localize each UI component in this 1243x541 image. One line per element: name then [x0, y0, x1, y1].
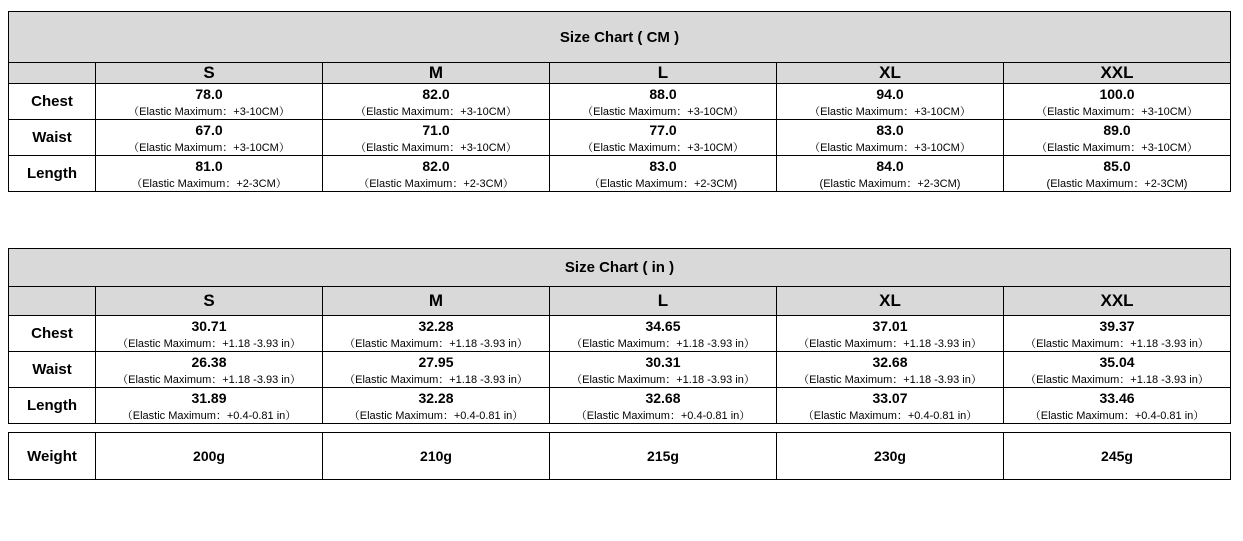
row-spacer	[9, 424, 1231, 433]
size-header-l: L	[550, 287, 777, 316]
elastic-note: （Elastic Maximum：+3-10CM）	[1004, 103, 1231, 120]
elastic-note: （Elastic Maximum：+3-10CM）	[96, 139, 323, 156]
row-label-waist: Waist	[9, 352, 96, 388]
value-cell: 100.0	[1004, 84, 1231, 104]
elastic-note: （Elastic Maximum：+1.18 -3.93 in）	[96, 335, 323, 352]
weight-cell: 245g	[1004, 433, 1231, 480]
size-header-xl: XL	[777, 287, 1004, 316]
elastic-note: （Elastic Maximum：+1.18 -3.93 in）	[96, 371, 323, 388]
elastic-note: (Elastic Maximum：+2-3CM)	[1004, 175, 1231, 192]
value-cell: 30.31	[550, 352, 777, 372]
value-cell: 39.37	[1004, 316, 1231, 336]
size-header-l: L	[550, 63, 777, 84]
value-cell: 77.0	[550, 120, 777, 140]
header-blank	[9, 63, 96, 84]
elastic-note: （Elastic Maximum：+1.18 -3.93 in）	[777, 371, 1004, 388]
size-chart-cm-table	[8, 11, 1231, 192]
row-label-length: Length	[9, 388, 96, 424]
elastic-note: （Elastic Maximum：+1.18 -3.93 in）	[550, 371, 777, 388]
elastic-note: （Elastic Maximum：+0.4-0.81 in）	[1004, 407, 1231, 424]
elastic-note: （Elastic Maximum：+1.18 -3.93 in）	[550, 335, 777, 352]
value-cell: 94.0	[777, 84, 1004, 104]
weight-cell: 215g	[550, 433, 777, 480]
header-blank	[9, 287, 96, 316]
cm-table-title: Size Chart ( CM )	[9, 12, 1231, 63]
value-cell: 71.0	[323, 120, 550, 140]
elastic-note: （Elastic Maximum：+2-3CM)	[550, 175, 777, 192]
value-cell: 30.71	[96, 316, 323, 336]
row-label-chest: Chest	[9, 84, 96, 120]
row-label-waist: Waist	[9, 120, 96, 156]
elastic-note: （Elastic Maximum：+1.18 -3.93 in）	[1004, 335, 1231, 352]
elastic-note: （Elastic Maximum：+1.18 -3.93 in）	[1004, 371, 1231, 388]
elastic-note: （Elastic Maximum：+3-10CM）	[1004, 139, 1231, 156]
row-label-chest: Chest	[9, 316, 96, 352]
elastic-note: （Elastic Maximum：+3-10CM）	[550, 139, 777, 156]
value-cell: 81.0	[96, 156, 323, 176]
value-cell: 32.28	[323, 388, 550, 408]
value-cell: 31.89	[96, 388, 323, 408]
elastic-note: （Elastic Maximum：+3-10CM）	[550, 103, 777, 120]
weight-cell: 230g	[777, 433, 1004, 480]
size-header-m: M	[323, 63, 550, 84]
value-cell: 84.0	[777, 156, 1004, 176]
value-cell: 82.0	[323, 84, 550, 104]
size-header-m: M	[323, 287, 550, 316]
size-chart-in-table	[8, 248, 1231, 480]
elastic-note: （Elastic Maximum：+0.4-0.81 in）	[777, 407, 1004, 424]
elastic-note: （Elastic Maximum：+3-10CM）	[777, 139, 1004, 156]
value-cell: 33.46	[1004, 388, 1231, 408]
elastic-note: （Elastic Maximum：+2-3CM）	[323, 175, 550, 192]
elastic-note: （Elastic Maximum：+0.4-0.81 in）	[323, 407, 550, 424]
value-cell: 32.68	[777, 352, 1004, 372]
size-header-xxl: XXL	[1004, 63, 1231, 84]
value-cell: 35.04	[1004, 352, 1231, 372]
value-cell: 83.0	[550, 156, 777, 176]
elastic-note: （Elastic Maximum：+2-3CM）	[96, 175, 323, 192]
size-header-s: S	[96, 287, 323, 316]
value-cell: 32.28	[323, 316, 550, 336]
elastic-note: （Elastic Maximum：+0.4-0.81 in）	[96, 407, 323, 424]
elastic-note: （Elastic Maximum：+1.18 -3.93 in）	[323, 335, 550, 352]
weight-cell: 200g	[96, 433, 323, 480]
elastic-note: （Elastic Maximum：+3-10CM）	[323, 139, 550, 156]
value-cell: 88.0	[550, 84, 777, 104]
size-header-xxl: XXL	[1004, 287, 1231, 316]
value-cell: 27.95	[323, 352, 550, 372]
value-cell: 82.0	[323, 156, 550, 176]
value-cell: 67.0	[96, 120, 323, 140]
size-header-s: S	[96, 63, 323, 84]
elastic-note: （Elastic Maximum：+0.4-0.81 in）	[550, 407, 777, 424]
value-cell: 37.01	[777, 316, 1004, 336]
in-table-title: Size Chart ( in )	[9, 249, 1231, 287]
row-label-weight: Weight	[9, 433, 96, 480]
size-header-xl: XL	[777, 63, 1004, 84]
elastic-note: （Elastic Maximum：+3-10CM）	[96, 103, 323, 120]
row-label-length: Length	[9, 156, 96, 192]
weight-cell: 210g	[323, 433, 550, 480]
value-cell: 33.07	[777, 388, 1004, 408]
elastic-note: （Elastic Maximum：+1.18 -3.93 in）	[323, 371, 550, 388]
value-cell: 89.0	[1004, 120, 1231, 140]
value-cell: 32.68	[550, 388, 777, 408]
value-cell: 26.38	[96, 352, 323, 372]
value-cell: 85.0	[1004, 156, 1231, 176]
elastic-note: （Elastic Maximum：+3-10CM）	[777, 103, 1004, 120]
elastic-note: （Elastic Maximum：+1.18 -3.93 in）	[777, 335, 1004, 352]
elastic-note: (Elastic Maximum：+2-3CM)	[777, 175, 1004, 192]
elastic-note: （Elastic Maximum：+3-10CM）	[323, 103, 550, 120]
value-cell: 78.0	[96, 84, 323, 104]
value-cell: 83.0	[777, 120, 1004, 140]
value-cell: 34.65	[550, 316, 777, 336]
